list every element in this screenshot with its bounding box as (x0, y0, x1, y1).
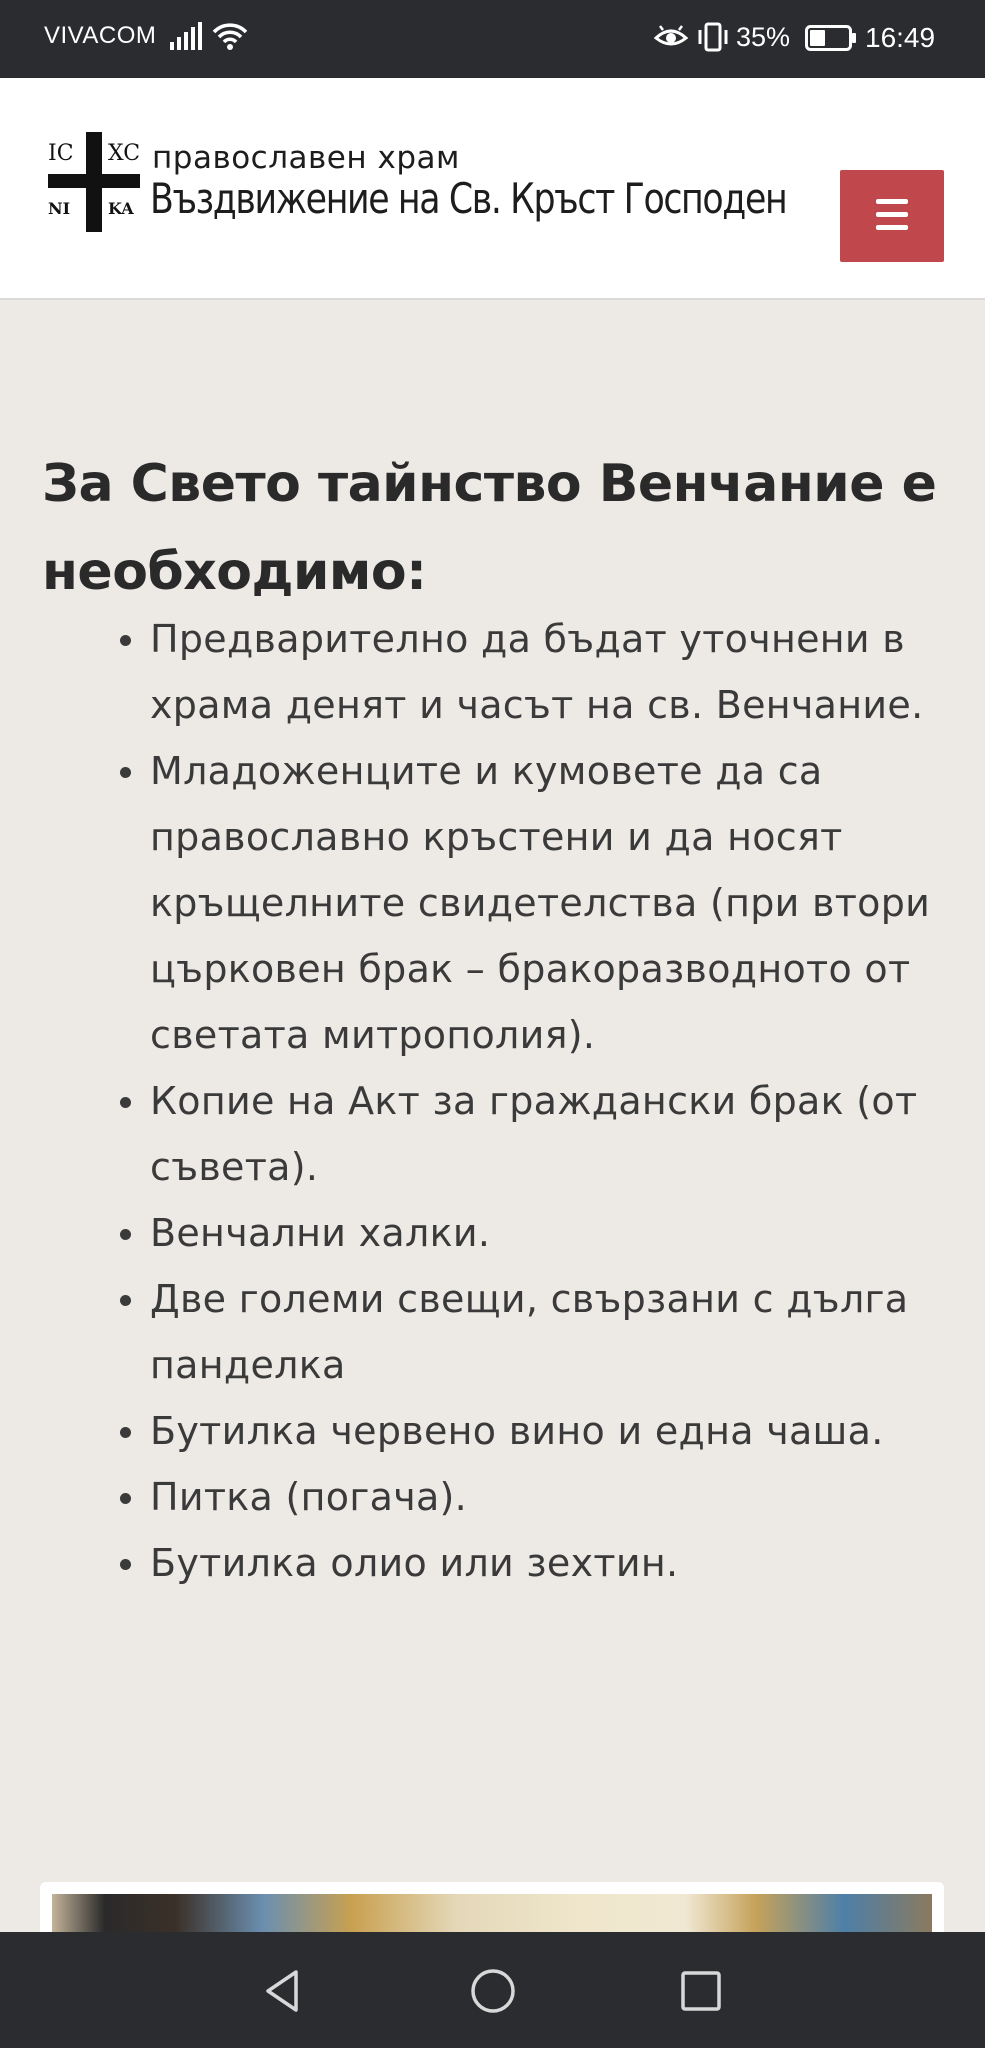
cross-logo-icon[interactable] (46, 130, 142, 234)
hamburger-menu-icon (876, 199, 908, 204)
carrier-name: VIVACOM (44, 22, 157, 49)
list-item: Питка (погача). (150, 1464, 960, 1530)
list-item: Предварително да бъдат уточнени в храма денят и часът на св. Венчание. (150, 606, 960, 738)
logo-letter-ni: NI (48, 199, 71, 218)
vibrate-icon (696, 22, 730, 52)
back-icon[interactable] (258, 1966, 308, 2016)
requirements-list (150, 606, 960, 1596)
list-item: Копие на Акт за граждански брак (от съвета). (150, 1068, 960, 1200)
list-item: Младоженците и кумовете да са православно кръстени и да носят кръщелните свидетелства (при втори църковен брак – бракоразводното от светата митрополия). (150, 738, 960, 1068)
navigation-bar (0, 1932, 985, 2048)
logo-title[interactable]: Въздвижение на Св. Кръст Господен (150, 174, 787, 223)
signal-icon (170, 22, 204, 52)
site-header (0, 78, 985, 300)
logo-letter-ic: IC (48, 141, 74, 166)
battery-icon (805, 25, 857, 51)
clock: 16:49 (865, 22, 936, 53)
list-item: Две големи свещи, свързани с дълга панделка (150, 1266, 960, 1398)
recent-apps-icon[interactable] (676, 1966, 726, 2016)
list-item: Венчални халки. (150, 1200, 960, 1266)
logo-letter-xc: XC (108, 141, 141, 166)
wifi-icon (212, 20, 248, 52)
battery-percent: 35% (736, 22, 791, 52)
status-bar (0, 0, 985, 78)
list-item: Бутилка червено вино и една чаша. (150, 1398, 960, 1464)
list-item: Бутилка олио или зехтин. (150, 1530, 960, 1596)
hamburger-menu-icon-bar (876, 225, 908, 230)
eye-comfort-icon (654, 24, 688, 50)
hamburger-menu-icon-bar (876, 212, 908, 217)
home-icon[interactable] (468, 1966, 518, 2016)
logo-subtitle[interactable]: православен храм (152, 140, 460, 176)
menu-button[interactable] (840, 170, 944, 262)
logo-letter-ka: KA (108, 199, 134, 218)
page-heading: За Свето тайнство Венчание е необходимо: (42, 454, 937, 602)
